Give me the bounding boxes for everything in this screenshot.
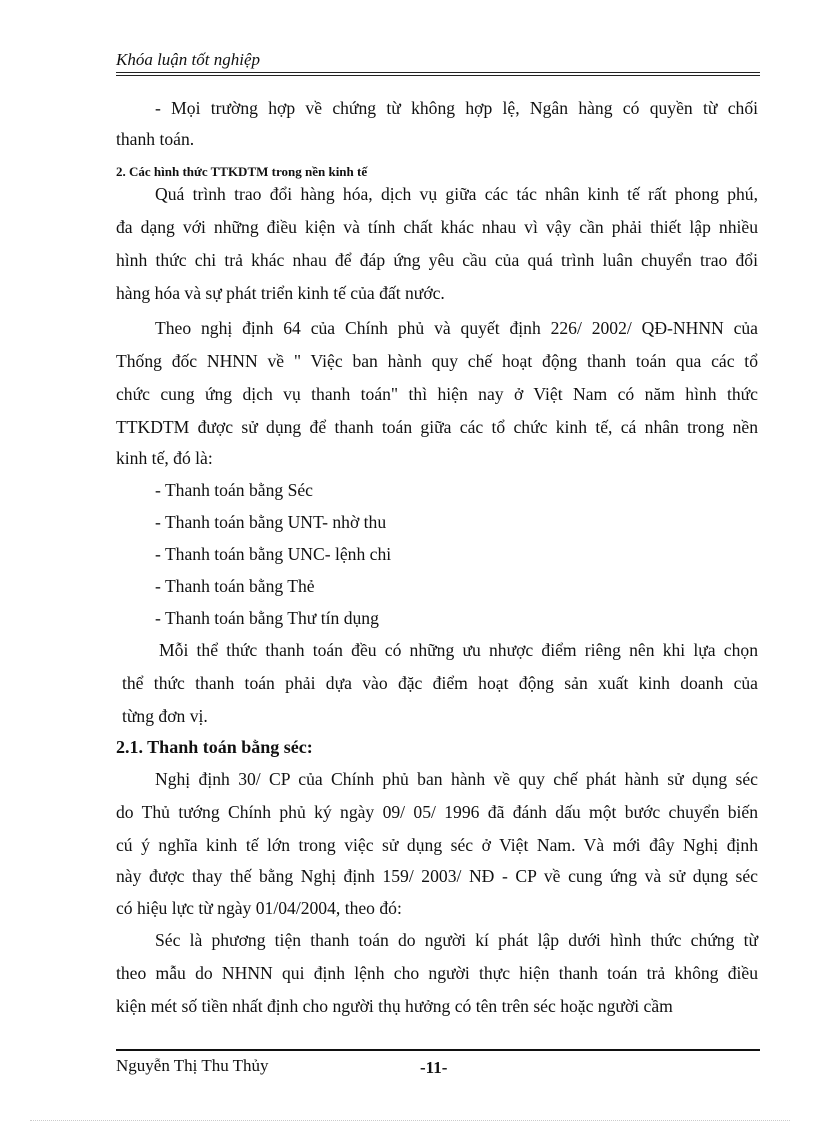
- p4-line-2: thể thức thanh toán phải dựa vào đặc điểm hoạt động sản xuất kinh doanh của: [122, 673, 758, 693]
- p4-line-3: từng đơn vị.: [122, 706, 208, 726]
- p4-line-1: Mỗi thể thức thanh toán đều có những ưu nhược điểm riêng nên khi lựa chọn: [159, 640, 758, 660]
- header-title: Khóa luận tốt nghiệp: [116, 50, 261, 69]
- p5-line-4: này được thay thế bằng Nghị định 159/ 2003/ NĐ - CP về cung ứng và sử dụng séc: [116, 866, 758, 886]
- p3-line-5: kinh tế, đó là:: [116, 448, 213, 468]
- p3-line-2: Thống đốc NHNN về " Việc ban hành quy chế hoạt động thanh toán qua các tổ: [116, 351, 758, 371]
- footer-rule: [116, 1049, 760, 1051]
- p2-line-2: đa dạng với những điều kiện và tính chất khác nhau vì vậy cần phải thiết lập nhiều: [116, 217, 758, 237]
- p5-line-5: có hiệu lực từ ngày 01/04/2004, theo đó:: [116, 898, 402, 918]
- page-bottom-border: [30, 1120, 790, 1121]
- p3-line-4: TTKDTM được sử dụng để thanh toán giữa các tổ chức kinh tế, cá nhân trong nền: [116, 417, 758, 437]
- p2-line-1: Quá trình trao đổi hàng hóa, dịch vụ giữa các tác nhân kinh tế rất phong phú,: [155, 184, 758, 204]
- list-item-unt: - Thanh toán bằng UNT- nhờ thu: [155, 512, 387, 532]
- p6-line-3: kiện mét số tiền nhất định cho người thụ hưởng có tên trên séc hoặc người cầm: [116, 996, 673, 1016]
- list-item-unc: - Thanh toán bằng UNC- lệnh chi: [155, 544, 392, 564]
- page-number: -11-: [420, 1058, 448, 1077]
- list-item-the: - Thanh toán bằng Thẻ: [155, 576, 315, 596]
- footer-author: Nguyễn Thị Thu Thủy: [116, 1056, 269, 1075]
- p5-line-2: do Thủ tướng Chính phủ ký ngày 09/ 05/ 1996 đã đánh dấu một bước chuyển biến: [116, 802, 758, 822]
- list-item-thu-tin-dung: - Thanh toán bằng Thư tín dụng: [155, 608, 379, 628]
- p1-line-1: - Mọi trường hợp về chứng từ không hợp lệ, Ngân hàng có quyền từ chối: [155, 98, 758, 118]
- header-rule: [116, 72, 760, 76]
- section-2-1-heading: 2.1. Thanh toán bằng séc:: [116, 737, 313, 757]
- p6-line-2: theo mẫu do NHNN qui định lệnh cho người thực hiện thanh toán trả không điều: [116, 963, 758, 983]
- p3-line-3: chức cung ứng dịch vụ thanh toán" thì hiện nay ở Việt Nam có năm hình thức: [116, 384, 758, 404]
- p5-line-1: Nghị định 30/ CP của Chính phủ ban hành về quy chế phát hành sử dụng séc: [155, 769, 758, 789]
- p2-line-3: hình thức chi trả khác nhau để đáp ứng yêu cầu của quá trình luân chuyển trao đổi: [116, 250, 758, 270]
- page-header: [116, 50, 760, 76]
- section-2-heading: 2. Các hình thức TTKDTM trong nền kinh tế: [116, 164, 368, 179]
- p2-line-4: hàng hóa và sự phát triển kinh tế của đất nước.: [116, 283, 445, 303]
- p6-line-1: Séc là phương tiện thanh toán do người kí phát lập dưới hình thức chứng từ: [155, 930, 758, 950]
- p3-line-1: Theo nghị định 64 của Chính phủ và quyết định 226/ 2002/ QĐ-NHNN của: [155, 318, 758, 338]
- list-item-sec: - Thanh toán bằng Séc: [155, 480, 313, 500]
- p5-line-3: cú ý nghĩa kinh tế lớn trong việc sử dụng séc ở Việt Nam. Và mới đây Nghị định: [116, 835, 758, 855]
- p1-line-2: thanh toán.: [116, 129, 195, 149]
